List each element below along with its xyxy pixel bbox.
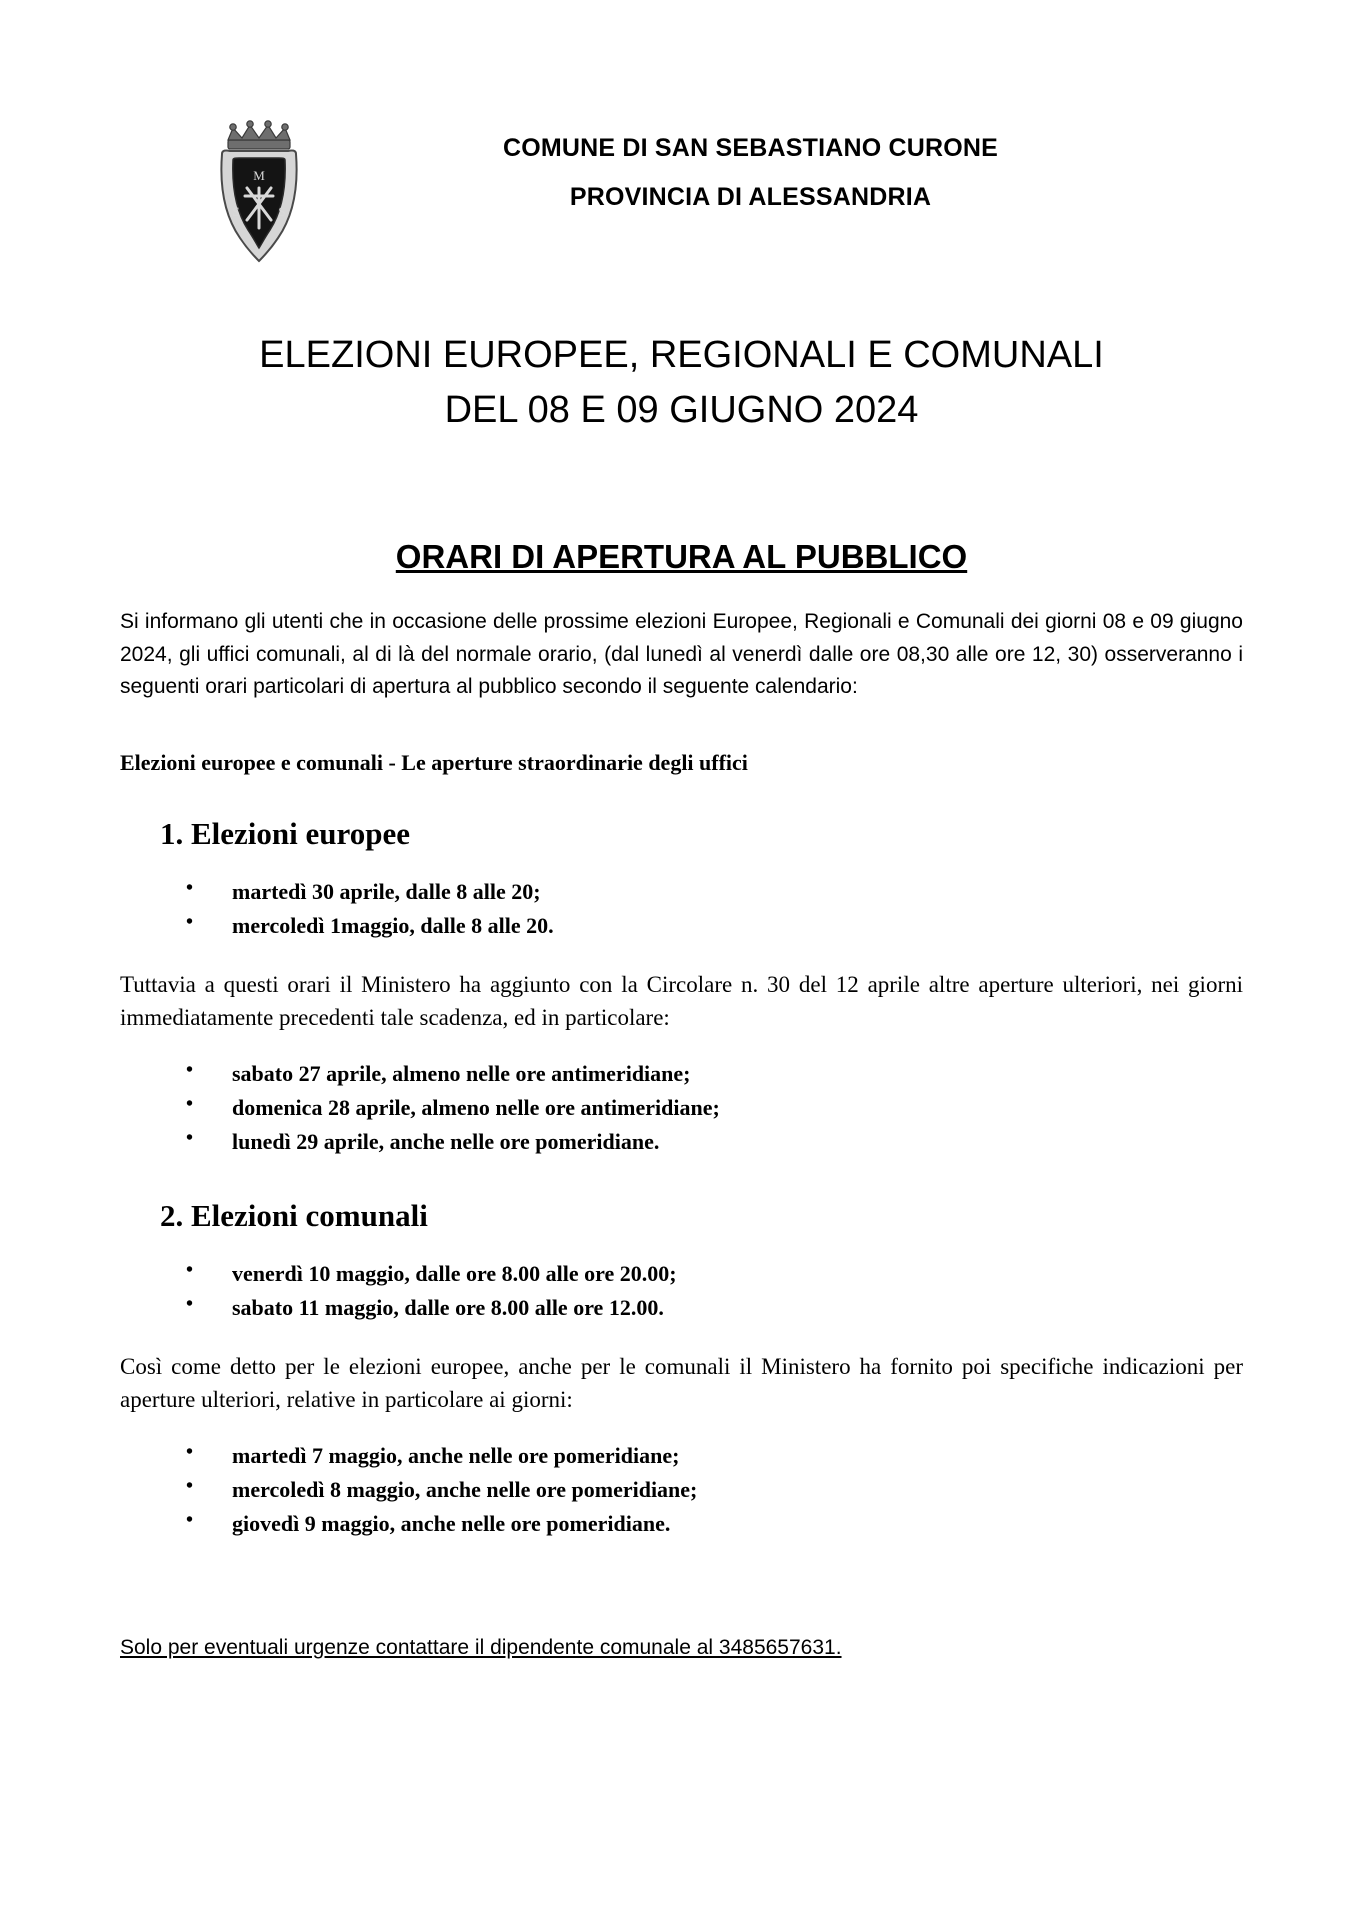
svg-text:S: S — [278, 204, 286, 219]
svg-text:M: M — [253, 168, 265, 183]
header-line-comune: COMUNE DI SAN SEBASTIANO CURONE — [502, 134, 999, 162]
page-title — [120, 328, 1243, 438]
list-item: • martedì 7 maggio, anche nelle ore pomeridiane; — [166, 1440, 1243, 1472]
section-2-note: Così come detto per le elezioni europee, anche per le comunali il Ministero ha fornito poi specifiche indicazioni per aperture ulteriori, relative in particolare ai giorni: — [120, 1353, 1243, 1413]
section-1-extra-list — [120, 1058, 1243, 1158]
section-1-list — [120, 876, 1243, 942]
page-title-line1: ELEZIONI EUROPEE, REGIONALI E COMUNALI — [259, 334, 1104, 376]
intro-paragraph: Si informano gli utenti che in occasione delle prossime elezioni Europee, Regionali e Comunali dei giorni 08 e 09 giugno 2024, gli uffici comunali, al di là del normale orario, (dal lunedì al venerdì dalle ore 08,30 alle ore 12, 30) osserveranno i seguenti orari particolari di apertura al pubblico secondo il seguente calendario: — [120, 610, 1243, 699]
section-2-extra-list — [120, 1440, 1243, 1540]
lead-bold-text: Elezioni europee e comunali - Le aperture straordinarie degli uffici — [120, 749, 748, 775]
list-item: • sabato 27 aprile, almeno nelle ore antimeridiane; — [166, 1058, 1243, 1090]
list-item: • venerdì 10 maggio, dalle ore 8.00 alle ore 20.00; — [166, 1258, 1243, 1290]
section-2-heading: 2. Elezioni comunali — [160, 1197, 428, 1233]
section-1-heading: 1. Elezioni europee — [160, 815, 410, 851]
list-item: • giovedì 9 maggio, anche nelle ore pomeridiane. — [166, 1508, 1243, 1540]
svg-text:S: S — [232, 204, 240, 219]
list-item: • mercoledì 1maggio, dalle 8 alle 20. — [166, 910, 1243, 942]
footer-note: Solo per eventuali urgenze contattare il dipendente comunale al 3485657631. — [120, 1636, 842, 1660]
list-item: • martedì 30 aprile, dalle 8 alle 20; — [166, 876, 1243, 908]
section-heading-orari: ORARI DI APERTURA AL PUBBLICO — [395, 538, 968, 576]
list-item: • mercoledì 8 maggio, anche nelle ore pomeridiane; — [166, 1474, 1243, 1506]
list-item: • sabato 11 maggio, dalle ore 8.00 alle ore 12.00. — [166, 1292, 1243, 1324]
page-title-line2: DEL 08 E 09 GIUGNO 2024 — [444, 389, 919, 432]
section-2-list — [120, 1258, 1243, 1324]
section-1-note: Tuttavia a questi orari il Ministero ha aggiunto con la Circolare n. 30 del 12 aprile altre aperture ulteriori, nei giorni immediatamente precedenti tale scadenza, ed in particolare: — [120, 971, 1243, 1030]
header-line-provincia: PROVINCIA DI ALESSANDRIA — [569, 183, 932, 211]
list-item: • lunedì 29 aprile, anche nelle ore pomeridiane. — [166, 1126, 1243, 1158]
document-header — [120, 120, 1243, 270]
header-titles — [318, 120, 1243, 210]
list-item: • domenica 28 aprile, almeno nelle ore antimeridiane; — [166, 1092, 1243, 1124]
municipal-coat-of-arms-icon — [200, 120, 318, 270]
